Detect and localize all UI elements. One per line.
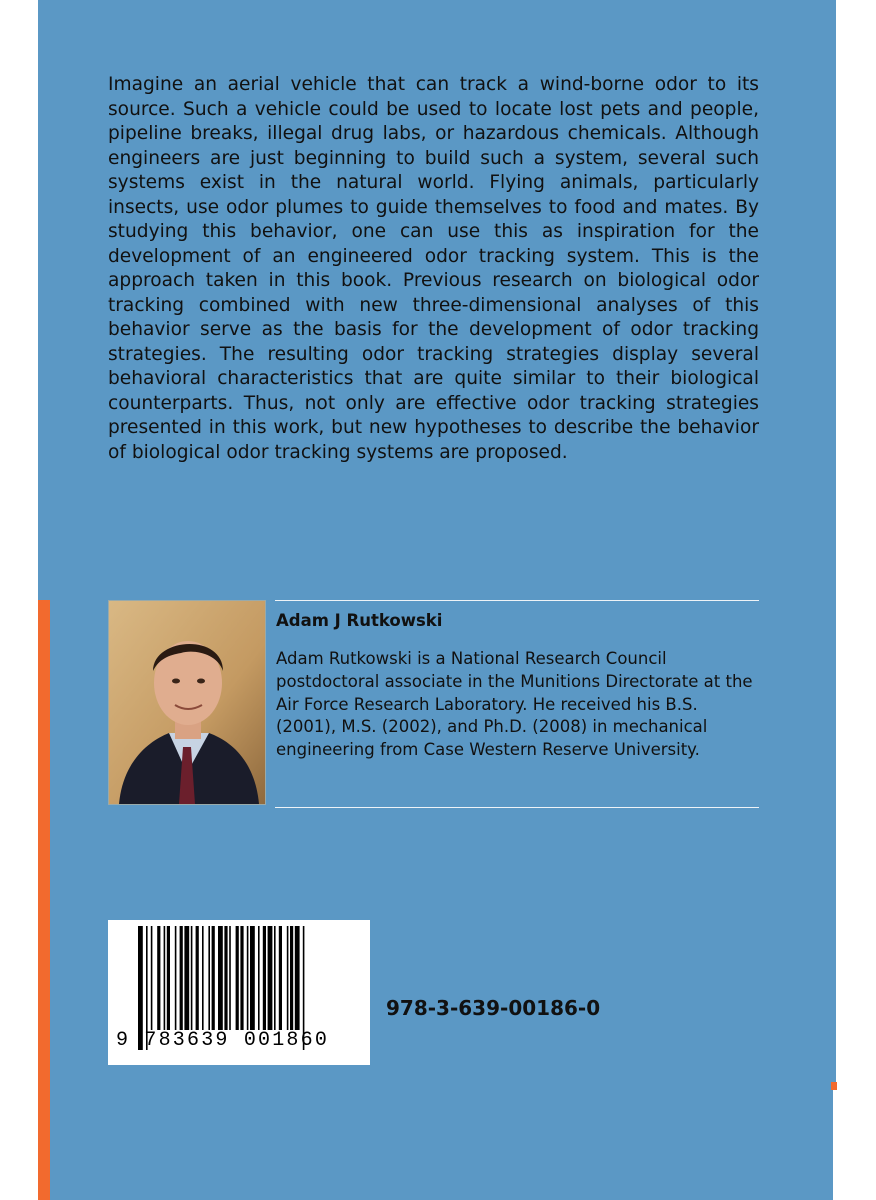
- barcode-bar: [250, 926, 255, 1030]
- barcode-bar: [274, 926, 276, 1030]
- barcode: [108, 920, 370, 1065]
- barcode-bar: [247, 926, 249, 1030]
- barcode-bar: [224, 926, 227, 1030]
- barcode-bar: [218, 926, 223, 1030]
- barcode-bar: [287, 926, 289, 1030]
- barcode-bar: [258, 926, 260, 1030]
- author-photo: [108, 600, 266, 805]
- barcode-bar: [240, 926, 243, 1030]
- barcode-digits: 9 783639 001860: [116, 1029, 330, 1052]
- barcode-bar: [208, 926, 210, 1030]
- divider-top: [275, 600, 759, 601]
- book-blurb: Imagine an aerial vehicle that can track a wind-borne odor to its source. Such a vehicle could be used to locate lost pets and people, pipeline breaks, illegal drug labs, or hazardous chemicals. Although engineers are just beginning to build such a system, several such systems exist in the natural world. Flying animals, particularly insects, use odor plumes to guide themselves to food and mates. By studying this behavior, one can use this as inspiration for the development of an engineered odor tracking system. This is the approach taken in this book. Previous research on biological odor tracking combined with new three-dimensional analyses of this behavior serve as the basis for the development of odor tracking strategies. The resulting odor tracking strategies display several behavioral characteristics that are quite similar to their biological counterparts. Thus, not only are effective odor tracking strategies presented in this work, but new hypotheses to describe the behavior of biological odor tracking systems are proposed.: [108, 74, 759, 463]
- orange-edge-strip: [38, 600, 50, 1200]
- barcode-bar: [229, 926, 231, 1030]
- barcode-bar: [164, 926, 166, 1030]
- page-edge: [833, 1090, 876, 1200]
- barcode-bar: [184, 926, 189, 1030]
- barcode-bar: [236, 926, 239, 1030]
- divider-bottom: [275, 807, 759, 808]
- barcode-bar: [191, 926, 193, 1030]
- barcode-bar: [175, 926, 177, 1030]
- barcode-bar: [180, 926, 183, 1030]
- barcode-bar: [151, 926, 153, 1030]
- barcode-bar: [202, 926, 204, 1030]
- barcode-bar: [279, 926, 282, 1030]
- barcode-bar: [268, 926, 273, 1030]
- barcode-bar: [263, 926, 266, 1030]
- author-bio: Adam Rutkowski is a National Research Council postdoctoral associate in the Munitions Directorate at the Air Force Research Laboratory. He received his B.S. (2001), M.S. (2002), and Ph.D. (2008) in mechanical engineering from Case Western Reserve University.: [276, 649, 753, 760]
- author-name: Adam J Rutkowski: [276, 611, 443, 630]
- barcode-bar: [212, 926, 215, 1030]
- barcode-bar: [295, 926, 300, 1030]
- orange-corner-mark: [831, 1082, 837, 1090]
- barcode-bar: [167, 926, 170, 1030]
- barcode-bar: [196, 926, 199, 1030]
- barcode-bar: [157, 926, 160, 1030]
- barcode-bar: [290, 926, 293, 1030]
- isbn-number: 978-3-639-00186-0: [386, 996, 601, 1020]
